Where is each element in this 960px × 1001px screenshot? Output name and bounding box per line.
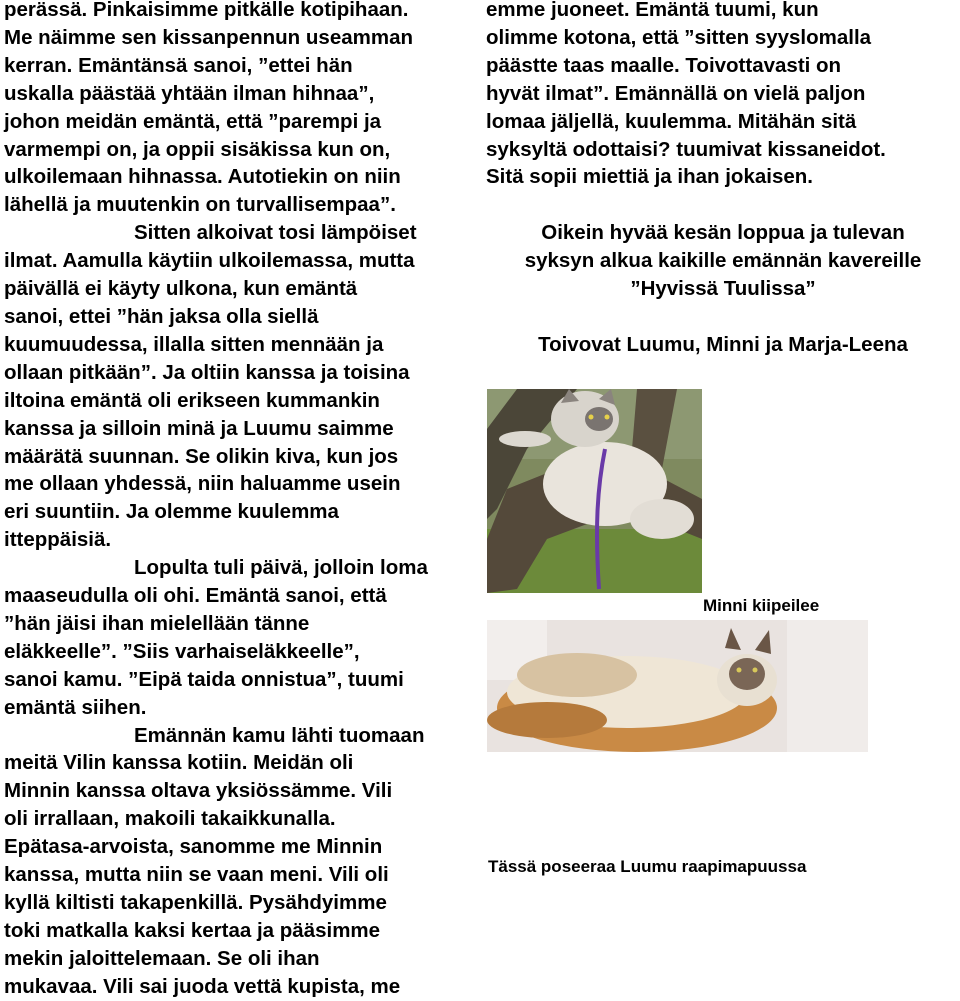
greeting-line: Oikein hyvää kesän loppua ja tulevan <box>541 221 905 245</box>
body-text-line: kanssa ja silloin minä ja Luumu saimme <box>4 416 394 440</box>
body-text-line: lähellä ja muutenkin on turvallisempaa”. <box>4 193 396 217</box>
body-text-line: itteppäisiä. <box>4 528 112 552</box>
body-text-line: ”hän jäisi ihan mielellään tänne <box>4 611 310 635</box>
body-text-line: ulkoilemaan hihnassa. Autotiekin on niin <box>4 165 401 189</box>
body-text-line: mukavaa. Vili sai juoda vettä kupista, me <box>4 974 401 998</box>
body-text-line: Sitten alkoivat tosi lämpöiset <box>134 221 417 245</box>
photo1-caption: Minni kiipeilee <box>703 596 820 615</box>
body-text-line: määrätä suunnan. Se olikin kiva, kun jos <box>4 444 399 468</box>
body-text-line: Emännän kamu lähti tuomaan <box>134 723 425 747</box>
greeting-block <box>486 219 960 303</box>
body-text-line: Sitä sopii miettiä ja ihan jokaisen. <box>486 165 813 189</box>
body-text-line: kerran. Emäntänsä sanoi, ”ettei hän <box>4 53 353 77</box>
body-text-line: kyllä kiltisti takapenkillä. Pysähdyimme <box>4 891 387 914</box>
body-text-line: Minnin kanssa oltava yksiössämme. Vili <box>4 779 393 803</box>
closing-paragraph <box>486 0 960 191</box>
body-text-line: Me näimme sen kissanpennun useamman <box>4 25 413 49</box>
body-text-line: Epätasa-arvoista, sanomme me Minnin <box>4 835 383 859</box>
greeting-line: syksyn alkua kaikille emännän kavereille <box>524 249 922 273</box>
body-text-line: johon meidän emäntä, että ”parempi ja <box>4 109 382 133</box>
right-text-column <box>486 0 960 359</box>
body-text-line: emme juoneet. Emäntä tuumi, kun <box>486 0 819 21</box>
body-text-line: mekin jaloittelemaan. Se oli ihan <box>4 946 320 970</box>
body-text-line: päivällä ei käyty ulkona, kun emäntä <box>4 277 358 301</box>
body-text-line: emäntä siihen. <box>4 695 147 719</box>
cat-lying-photo <box>487 620 868 752</box>
body-text-line: toki matkalla kaksi kertaa ja pääsimme <box>4 918 381 942</box>
signature: Toivovat Luumu, Minni ja Marja-Leena <box>538 332 908 356</box>
body-text-line: oli irrallaan, makoili takaikkunalla. <box>4 807 336 831</box>
body-text-line: olimme kotona, että ”sitten syyslomalla <box>486 25 872 49</box>
body-text-line: eläkkeelle”. ”Siis varhaiseläkkeelle”, <box>4 639 360 663</box>
body-text-line: kuumuudessa, illalla sitten mennään ja <box>4 332 384 356</box>
body-text-line: iltoina emäntä oli erikseen kummankin <box>4 388 380 412</box>
body-text-line: sanoi, ettei ”hän jaksa olla siellä <box>4 304 319 328</box>
body-text-line: hyvät ilmat”. Emännällä on vielä paljon <box>486 81 866 105</box>
body-text-line: syksyltä odottaisi? tuumivat kissaneidot. <box>486 137 886 161</box>
body-text-line: meitä Vilin kanssa kotiin. Meidän oli <box>4 751 354 775</box>
body-text-line: ilmat. Aamulla käytiin ulkoilemassa, mutta <box>4 249 415 273</box>
body-text-line: uskalla päästää yhtään ilman hihnaa”, <box>4 81 375 105</box>
body-text-line: sanoi kamu. ”Eipä taida onnistua”, tuumi <box>4 667 404 691</box>
body-text-line: me ollaan yhdessä, niin haluamme usein <box>4 472 401 496</box>
body-text-line: maaseudulla oli ohi. Emäntä sanoi, että <box>4 584 387 608</box>
greeting-line: ”Hyvissä Tuulissa” <box>630 277 816 301</box>
body-text-line: perässä. Pinkaisimme pitkälle kotipihaan. <box>4 0 409 21</box>
left-text-column <box>4 0 484 1001</box>
body-text-line: ollaan pitkään”. Ja oltiin kanssa ja toisina <box>4 360 410 384</box>
body-text-line: kanssa, mutta niin se vaan meni. Vili oli <box>4 863 389 887</box>
photo2-caption: Tässä poseeraa Luumu raapimapuussa <box>488 857 807 876</box>
cat-climbing-tree-photo <box>487 389 702 593</box>
body-text-line: päästte taas maalle. Toivottavasti on <box>486 53 842 77</box>
body-text-line: lomaa jäljellä, kuulemma. Mitähän sitä <box>486 109 857 133</box>
body-text-line: Lopulta tuli päivä, jolloin loma <box>134 556 428 580</box>
body-text-line: eri suuntiin. Ja olemme kuulemma <box>4 500 339 524</box>
body-text-line: varmempi on, ja oppii sisäkissa kun on, <box>4 137 391 161</box>
